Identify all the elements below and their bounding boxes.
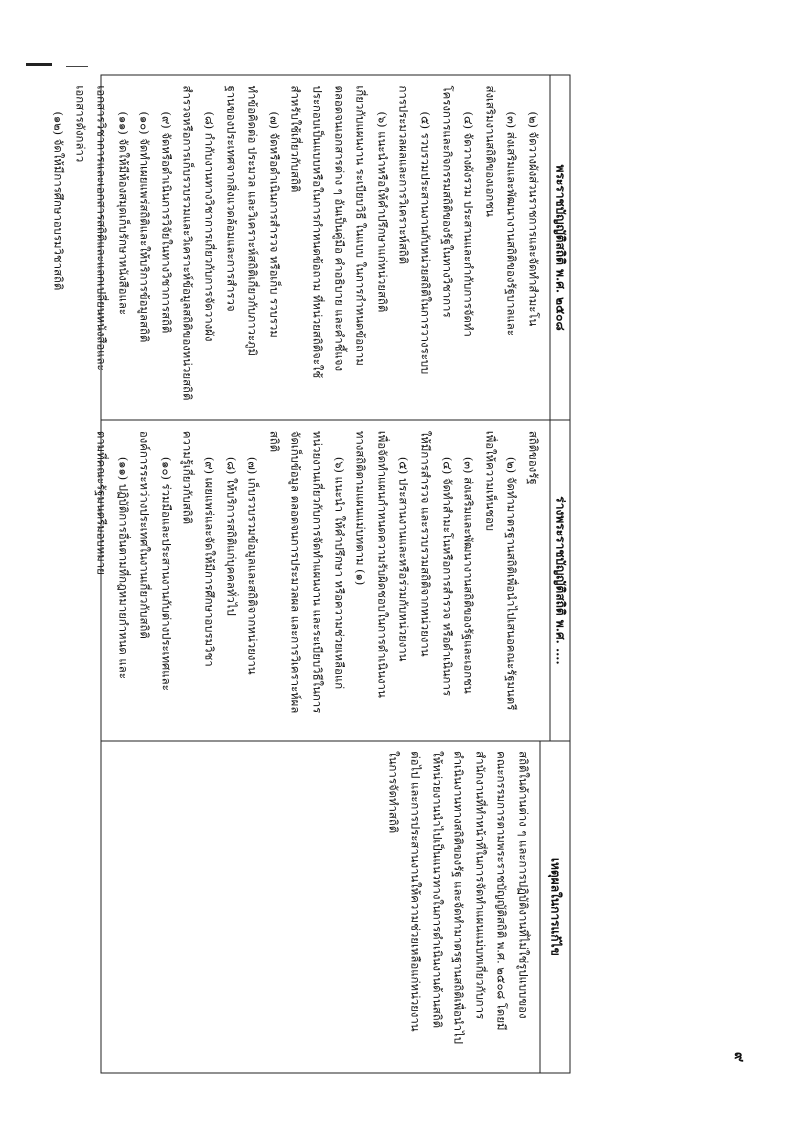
table-frame: [50, 74, 570, 1073]
text-line: การประมวลผลและการวิเคราะห์สถิติ: [396, 85, 411, 264]
text-line: ฐานของประเทศจากสิ่งแวดล้อมและการสำรวจ: [223, 85, 238, 312]
text-line: เพื่อจัดทำแผนกำหนดความรับผิดชอบในการดำเนินงาน: [374, 430, 389, 698]
column-current-act: [50, 75, 569, 420]
scan-mark: [26, 63, 52, 66]
text-line: เอกสารดังกล่าว: [72, 85, 87, 162]
text-line: โครงการและกิจกรรมสถิติของรัฐในทางวิชาการ: [439, 85, 454, 318]
scan-mark-line: [66, 66, 88, 67]
text-line: (๑๑) จัดให้มีห้องสมุดเก็บรักษาหนังสือและ: [115, 111, 130, 315]
text-line: (๙) เผยแพร่และจัดให้มีการศึกษาอบรมวิชา: [202, 456, 217, 667]
text-line: (๑๑) ปฏิบัติการอื่นตามที่กฎหมายกำหนด และ: [115, 456, 130, 679]
text-line: (๖) แนะนำหรือให้คำปรึกษาแก่หน่วยสถิติ: [374, 111, 389, 312]
text-line: สถิติในด้านต่าง ๆ และการปฏิบัติงานที่ไม่ใช่รูปแบบของ: [516, 750, 530, 1019]
text-line: สถิติ: [266, 430, 281, 452]
column-body: [84, 420, 549, 739]
text-line: (๑๐) จัดทำเผยแพร่สถิติและให้บริการข้อมูลสถิติ: [137, 111, 152, 342]
text-line: (๙) จัดหรือดำเนินการวิจัยในทางวิชาการสถิติ: [158, 111, 173, 333]
column-reasons: [101, 741, 569, 1072]
text-line: ทำข้อคิดต่อ ประมวล และวิเคราะห์สถิติเกี่ยวกับภาวะภูมิ: [245, 85, 260, 356]
text-line: ตามที่คณะรัฐมนตรีมอบหมาย: [94, 430, 109, 575]
text-line: ตลอดจนเอกสารต่าง ๆ อันเป็นคู่มือ คำอธิบาย และคำชี้แจง: [331, 85, 346, 371]
column-header: ร่างพระราชบัญญัติสถิติ พ.ศ. ....: [549, 420, 569, 739]
text-line: สถิติของรัฐ: [526, 430, 540, 485]
column-draft-act: [94, 420, 569, 740]
page-number: ๙: [731, 1051, 748, 1063]
text-line: องค์การระหว่างประเทศในงานเกี่ยวกับสถิติ: [137, 430, 152, 639]
column-header: เหตุผลในการแก้ไข: [539, 741, 569, 1072]
text-line: สำหรับใช้เกี่ยวกับสถิติ: [288, 85, 303, 192]
text-line: (๔) จัดทำสำมะโนหรือการสำรวจ หรือดำเนินการ: [439, 456, 454, 696]
text-line: (๘) กำกับงานทางวิชาการเกี่ยวกับการจัดวางผัง: [202, 111, 217, 341]
text-line: ทางสถิติตามแผนแม่บทตาม (๑): [353, 430, 368, 585]
comparison-table: [50, 74, 570, 1073]
text-line: (๓) ส่งเสริมและพัฒนางานสถิติของรัฐและเอกชน: [461, 456, 476, 694]
text-line: เกี่ยวกับแผนงาน ระเบียบวิธี ในแบบ ในการกำหนดข้อถาม: [353, 85, 368, 366]
column-body: [40, 75, 549, 419]
text-line: (๒) จัดทำมาตรฐานสถิติเพื่อนำไปเสนอคณะรัฐมนตรี: [504, 456, 519, 710]
column-body: [101, 741, 539, 1072]
text-line: (๖) แนะนำ ให้คำปรึกษา หรือความช่วยเหลือแก่: [331, 456, 346, 689]
text-line: (๗) เก็บรวบรวมข้อมูลและสถิติจากหน่วยงาน: [245, 456, 260, 675]
text-line: (๘) ให้บริการสถิติแก่บุคคลทั่วไป: [223, 456, 238, 616]
text-line: (๔) จัดวางผังรวม ประสานและกำกับการจัดทำ: [461, 111, 476, 337]
text-line: สำนักงานที่ทำหน้าที่ในการจัดทำแผนแม่บทเกี่ยวกับการ: [472, 750, 487, 1019]
text-line: (๒) จัดวางผังส่วนราชการและจัดทำสำมะโน: [526, 111, 540, 326]
text-line: จัดเก็บข้อมูล ตลอดจนการประมวลผล และการวิเคราะห์ผล: [288, 430, 303, 713]
text-line: (๕) รวบรวมประสานงานกับหน่วยสถิติในการวางระบบ: [418, 111, 433, 374]
text-line: ในการจัดทำสถิติ: [386, 750, 401, 833]
text-line: เอกสารวิชาการและเอกสารสถิติและแลกเปลี่ยนหนังสือและ: [94, 85, 109, 371]
column-header: พระราชบัญญัติสถิติ พ.ศ. ๒๕๐๘: [549, 75, 569, 419]
text-line: (๑๒) จัดให้มีการศึกษาอบรมวิชาสถิติ: [50, 111, 65, 290]
text-line: (๓) ส่งเสริมและพัฒนางานสถิติของรัฐบาลและ: [504, 111, 519, 336]
text-line: คณะกรรมการตามพระราชบัญญัติสถิติ พ.ศ. ๒๕๐๘ โดยมี: [494, 750, 509, 1031]
text-line: (๑๐) ร่วมมือและประสานงานกับต่างประเทศและ: [158, 456, 173, 691]
text-line: ประกอบเป็นแบบหรือในการกำหนดข้อถาม ที่หน่วยสถิติจะใช้: [310, 85, 325, 378]
text-line: ส่งเสริมงานสถิติของเอกชน: [482, 85, 497, 217]
text-line: (๗) จัดหรือดำเนินการสำรวจ หรือเก็บ รวบรวม: [266, 111, 281, 338]
text-line: ดำเนินงานทางสถิติของรัฐ และจัดทำมาตรฐานสถิติเพื่อนำไป: [451, 750, 466, 1044]
text-line: ความรู้เกี่ยวกับสถิติ: [180, 430, 195, 524]
text-line: เพื่อให้ความเห็นชอบ: [482, 430, 497, 531]
text-line: หน่วยงานเกี่ยวกับการจัดทำแผนงาน และระเบียบวิธีในการ: [310, 430, 325, 713]
text-line: ให้หน่วยงานนำไปเป็นแนวทางในการดำเนินงานด้านสถิติ: [429, 750, 444, 1028]
text-line: ต่อไป และการประสานงานให้ความช่วยเหลือแก่หน่วยงาน: [408, 750, 423, 1032]
text-line: ให้มีการสำรวจ และรวบรวมสถิติจากหน่วยงาน: [418, 430, 433, 656]
text-line: (๕) ประสานงานและหรือร่วมกับหน่วยงาน: [396, 456, 411, 661]
text-line: สำรวจหรือการเก็บรวบรวมและวิเคราะห์ข้อมูลสถิติของหน่วยสถิติ: [180, 85, 195, 400]
